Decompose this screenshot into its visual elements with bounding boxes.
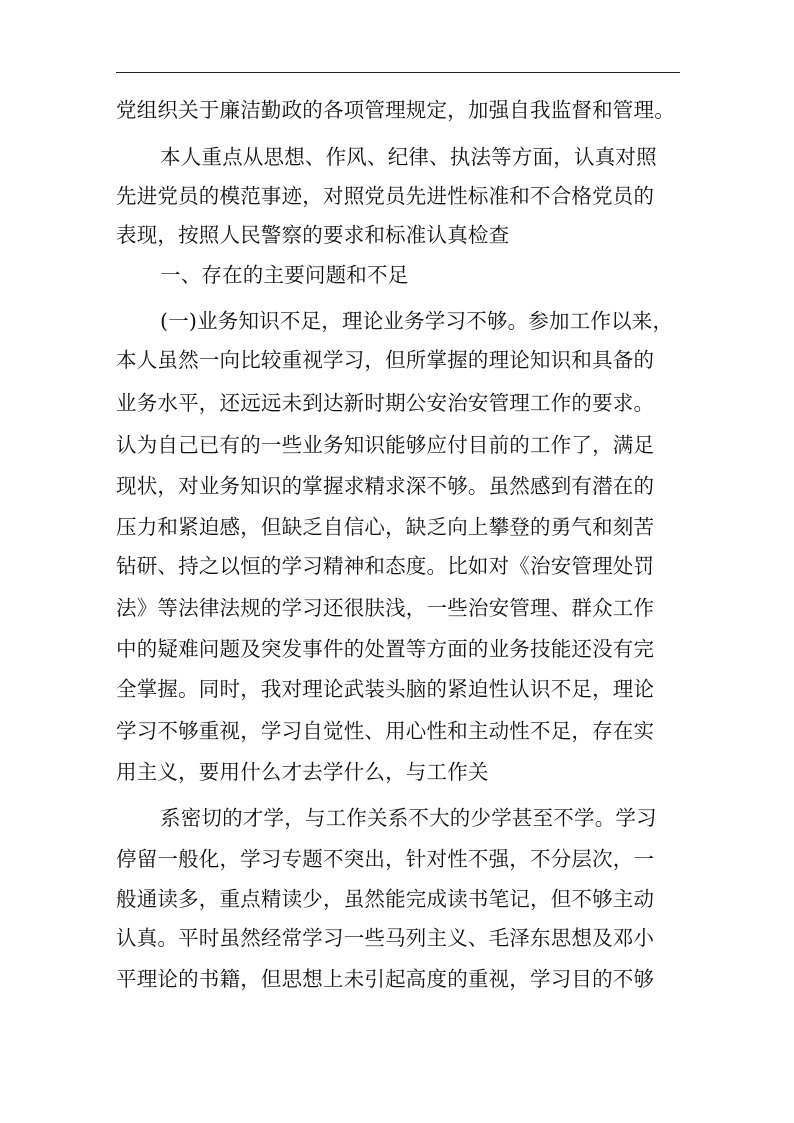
header-rule: [116, 72, 680, 73]
text-line-15: 全掌握。同时，我对理论武装头脑的紧迫性认识不足，理论: [116, 677, 655, 701]
text-line-16: 学习不够重视，学习自觉性、用心性和主动性不足，存在实: [116, 719, 655, 743]
text-line-10: 现状，对业务知识的掌握求精求深不够。虽然感到有潜在的: [116, 474, 655, 498]
text-line-19: 停留一般化，学习专题不突出，针对性不强，不分层次，一: [116, 847, 655, 871]
text-line-3: 先进党员的模范事迹，对照党员先进性标准和不合格党员的: [116, 184, 655, 208]
text-line-22: 平理论的书籍，但思想上未引起高度的重视，学习目的不够: [116, 967, 655, 991]
text-line-1: 党组织关于廉洁勤政的各项管理规定，加强自我监督和管理。: [116, 98, 675, 122]
text-line-17: 用主义，要用什么才去学什么，与工作关: [116, 760, 489, 784]
text-line-2: 本人重点从思想、作风、纪律、执法等方面，认真对照: [160, 145, 657, 169]
text-line-11: 压力和紧迫感，但缺乏自信心，缺乏向上攀登的勇气和刻苦: [116, 515, 655, 539]
text-line-13: 法》等法律法规的学习还很肤浅，一些治安管理、群众工作: [116, 596, 655, 620]
text-line-4: 表现，按照人民警察的要求和标准认真检查: [116, 223, 510, 247]
text-line-14: 中的疑难问题及突发事件的处置等方面的业务技能还没有完: [116, 637, 655, 661]
text-line-21: 认真。平时虽然经常学习一些马列主义、毛泽东思想及邓小: [116, 926, 655, 950]
text-line-9: 认为自己已有的一些业务知识能够应付目前的工作了，满足: [116, 433, 655, 457]
text-line-12: 钻研、持之以恒的学习精神和态度。比如对《治安管理处罚: [116, 554, 655, 578]
text-line-8: 业务水平，还远远未到达新时期公安治安管理工作的要求。: [116, 391, 655, 415]
text-line-18: 系密切的才学，与工作关系不大的少学甚至不学。学习: [160, 806, 657, 830]
text-line-7: 本人虽然一向比较重视学习，但所掌握的理论知识和具备的: [116, 348, 655, 372]
section-heading: 一、存在的主要问题和不足: [160, 263, 409, 287]
text-line-20: 般通读多，重点精读少，虽然能完成读书笔记，但不够主动: [116, 887, 655, 911]
text-line-6: (一)业务知识不足，理论业务学习不够。参加工作以来，: [160, 309, 674, 333]
